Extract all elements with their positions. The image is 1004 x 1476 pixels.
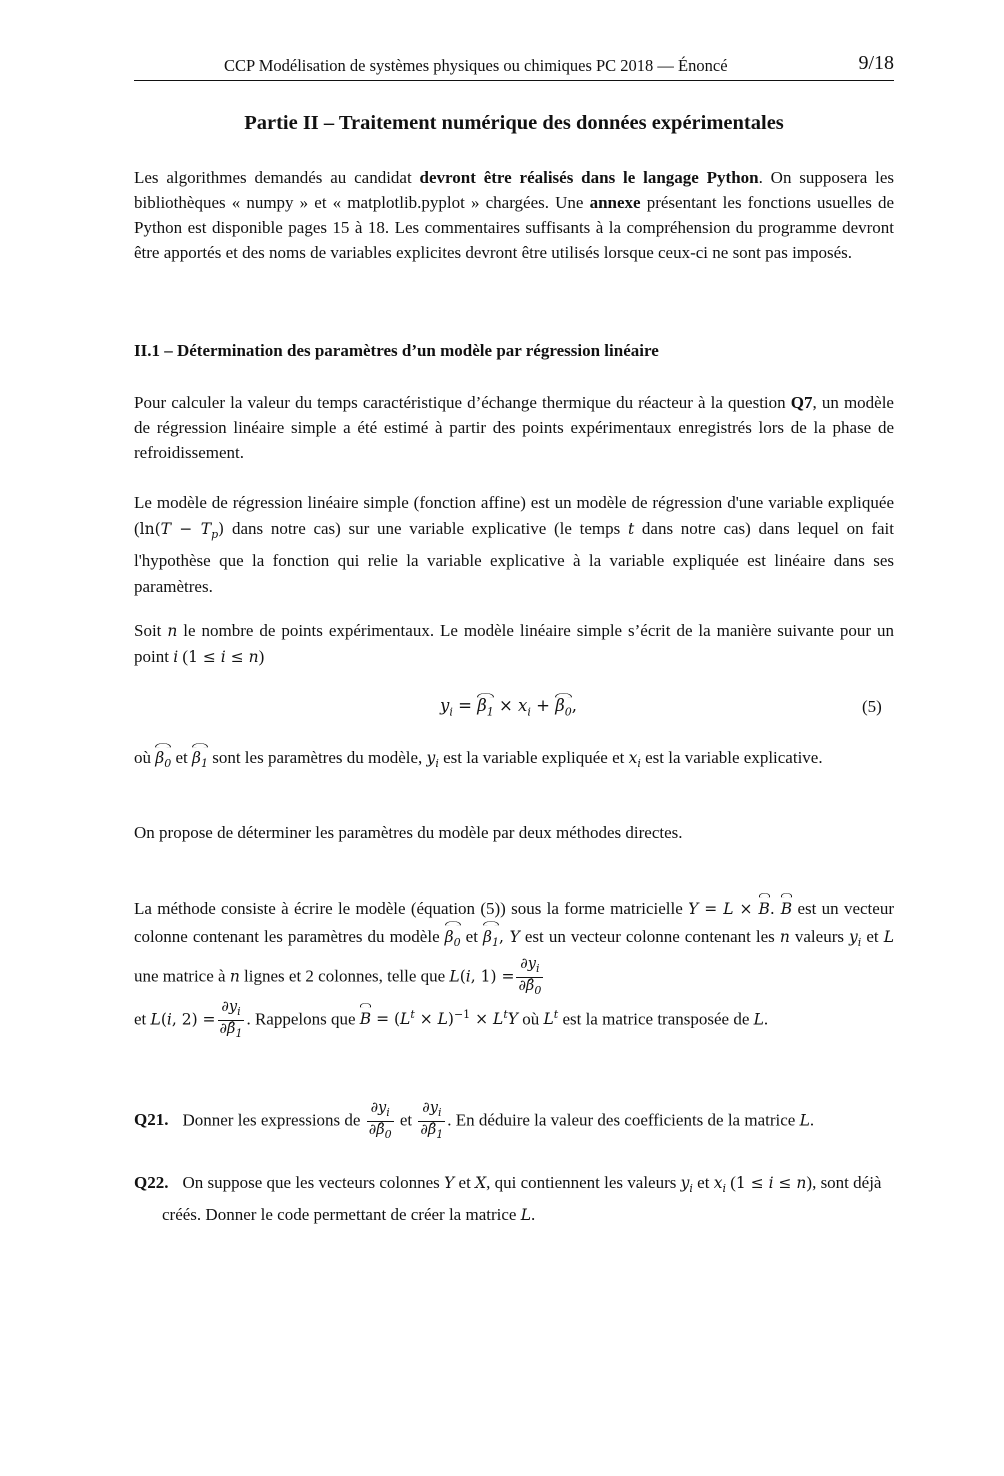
paragraph-parameters: où $\beta_0$ et $\beta_1$ sont les paramètres du modèle, $y_i$ est la variable expliquée et $x_i$ est la variable explicative. xyxy=(134,745,894,776)
page-header xyxy=(134,54,894,81)
paragraph-model: Le modèle de régression linéaire simple (fonction affine) est un modèle de régression d'une variable expliquée ($\ln(T - T_p)$ dans notre cas) sur une variable explicative (le temps t dans notre cas) dans lequel on fait l'hypothèse que la fonction qui relie la variable explicative à la variable expliquée est linéaire dans ses paramètres. xyxy=(134,493,895,597)
question-q21: Q21. Donner les expressions de $\frac{\partial y_i}{\partial\betâ_0}$ et $\frac{\partial y_i}{\partial\betâ_1}$ . En déduire la valeur des coefficients de la matrice L. xyxy=(134,1100,815,1141)
paragraph-q7: Pour calculer la valeur du temps caractéristique d’échange thermique du réacteur à la question Q7, un modèle de régression linéaire simple a été estimé à partir des points expérimentaux enregistrés lors de la phase de refroidissement. xyxy=(134,393,894,462)
question-label: Q21. xyxy=(134,1110,169,1130)
page-number: 9/18 xyxy=(858,52,894,74)
question-label: Q22. xyxy=(134,1173,169,1192)
paragraph-matrix-method: La méthode consiste à écrire le modèle (équation (5)) sous la forme matricielle Y = L × B. B est un vecteur colonne contenant les paramètres du modèle $\beta_0$ et $\beta_1$, Y est un vecteur colonne contenant les n valeurs $y_i$ et L une matrice à n lignes et 2 colonnes, telle que L(i, 1) = $\frac{\partial y_i}{\partial\betâ_0}$ et L(i, 2) = $\frac{\partial y_i}{\partial\betâ_1}$ . Rappelons que $B = (L^t \times L)^{-1} \times L^tY$ où $L^t$ est la matrice transposée de L. xyxy=(134,895,894,1042)
paragraph-methods: On propose de déterminer les paramètres du modèle par deux méthodes directes. xyxy=(134,823,683,842)
paragraph-n-points: Soit n le nombre de points expérimentaux. Le modèle linéaire simple s’écrit de la manière suivante pour un point i (1 ≤ i ≤ n) xyxy=(134,621,894,666)
part-title: Partie II – Traitement numérique des données expérimentales xyxy=(244,112,784,134)
equation-5: $y_i = \beta_1 \times x_i + \beta_0$, xyxy=(440,696,578,719)
equation-number: (5) xyxy=(862,697,882,716)
question-q22: Q22. On suppose que les vecteurs colonnes Y et X, qui contiennent les valeurs $y_i$ et $x_i$ (1 ≤ i ≤ n), sont déjà créés. Donner le code permettant de créer la matrice L. xyxy=(134,1173,882,1225)
header-title: CCP Modélisation de systèmes physiques ou chimiques PC 2018 — Énoncé xyxy=(224,56,728,75)
section-title: II.1 – Détermination des paramètres d’un modèle par régression linéaire xyxy=(134,341,659,360)
intro-paragraph: Les algorithmes demandés au candidat devront être réalisés dans le langage Python. On supposera les bibliothèques « numpy » et « matplotlib.pyplot » chargées. Une annexe présentant les fonctions usuelles de Python est disponible pages 15 à 18. Les commentaires suffisants à la compréhension du programme devront être apportés et des noms de variables explicites devront être utilisés lorsque ceux-ci ne sont pas imposés. xyxy=(134,168,894,262)
